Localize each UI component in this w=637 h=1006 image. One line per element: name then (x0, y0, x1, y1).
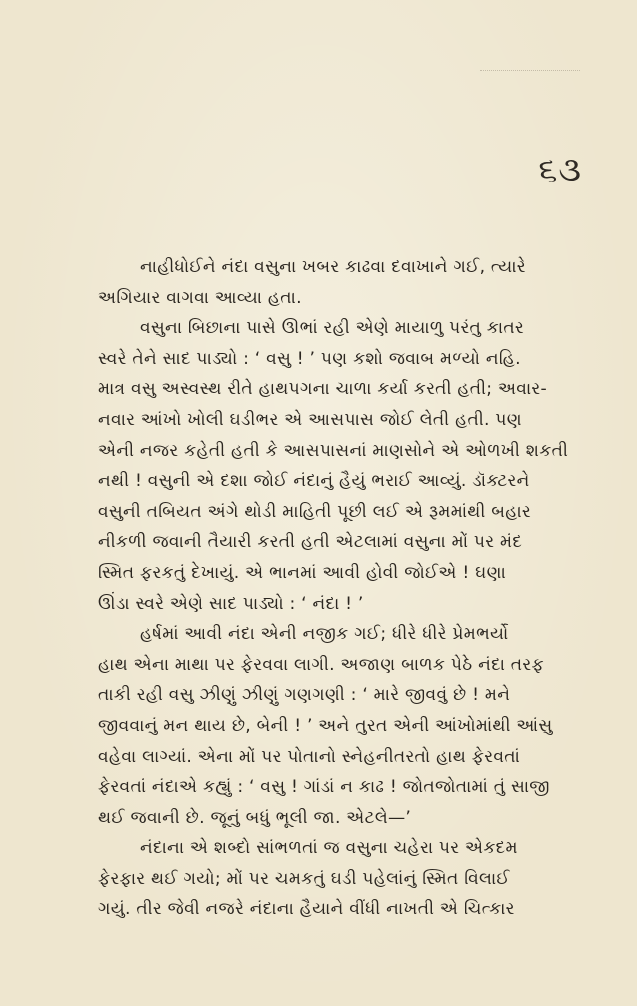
text-line: ગયું. તીર જેવી નજરે નંદાના હૈયાને વીંધી નાખતી એ ચિત્કાર (98, 899, 515, 920)
text-line: સ્વરે તેને સાદ પાડ્યો : ‘ વસુ ! ’ પણ કશો જવાબ મળ્યો નહિ. (98, 348, 521, 369)
text-line: હર્ષમાં આવી નંદા એની નજીક ગઈ; ધીરે ધીરે પ્રેમભર્યો (140, 624, 509, 645)
text-line: ઊંડા સ્વરે એણે સાદ પાડ્યો : ‘ નંદા ! ’ (98, 593, 364, 614)
text-line: જીવવાનું મન થાય છે, બેની ! ’ અને તુરત એની આંખોમાંથી આંસુ (98, 715, 553, 736)
paragraph-1 (56, 252, 604, 313)
page-number: ૬૩ (538, 150, 582, 190)
text-line: વહેવા લાગ્યાં. એના મોં પર પોતાનો સ્નેહનીતરતો હાથ ફેરવતાં (98, 746, 521, 767)
text-line: નાહીધોઈને નંદા વસુના ખબર કાઢવા દવાખાને ગઈ, ત્યારે (140, 257, 526, 277)
running-head-rule (480, 70, 580, 79)
text-line: વસુની તબિયત અંગે થોડી માહિતી પૂછી લઈ એ રૂમમાંથી બહાર (98, 501, 531, 522)
text-line: નીકળી જવાની તૈયારી કરતી હતી એટલામાં વસુના મોં પર મંદ (98, 532, 523, 553)
text-line: તાકી રહી વસુ ઝીણું ઝીણું ગણગણી : ‘ મારે જીવવું છે ! મને (98, 685, 511, 706)
body-text (56, 252, 604, 925)
paragraph-4 (56, 833, 604, 925)
text-line: માત્ર વસુ અસ્વસ્થ રીતે હાથપગના ચાળા કર્યા કરતી હતી; અવાર- (98, 379, 547, 400)
text-line: સ્મિત ફરકતું દેખાયું. એ ભાનમાં આવી હોવી જોઈએ ! ઘણા (98, 562, 507, 583)
text-line: ફેરફાર થઈ ગયો; મોં પર ચમકતું ઘડી પહેલાંનું સ્મિત વિલાઈ (98, 868, 510, 889)
text-line: નથી ! વસુની એ દશા જોઈ નંદાનું હૈયું ભરાઈ આવ્યું. ડૉક્ટરને (98, 471, 530, 492)
paragraph-2 (56, 313, 604, 619)
text-line: નંદાના એ શબ્દો સાંભળતાં જ વસુના ચહેરા પર એકદમ (140, 838, 518, 859)
text-line: એની નજર કહેતી હતી કે આસપાસનાં માણસોને એ ઓળખી શકતી (98, 440, 569, 461)
text-line: હાથ એના માથા પર ફેરવવા લાગી. અજાણ બાળક પેઠે નંદા તરફ (98, 654, 544, 675)
text-line: વસુના બિછાના પાસે ઊભાં રહી એણે માયાળુ પરંતુ કાતર (140, 318, 525, 339)
text-line: ફેરવતાં નંદાએ કહ્યું : ‘ વસુ ! ગાંડાં ન કાઢ ! જોતજોતામાં તું સાજી (98, 777, 550, 798)
text-line: નવાર આંખો ખોલી ઘડીભર એ આસપાસ જોઈ લેતી હતી. પણ (98, 409, 522, 430)
text-line: અગિયાર વાગવા આવ્યા હતા. (98, 287, 302, 308)
paragraph-3 (56, 619, 604, 833)
text-line: થઈ જવાની છે. જૂનું બધું ભૂલી જા. એટલે—’ (98, 807, 412, 828)
